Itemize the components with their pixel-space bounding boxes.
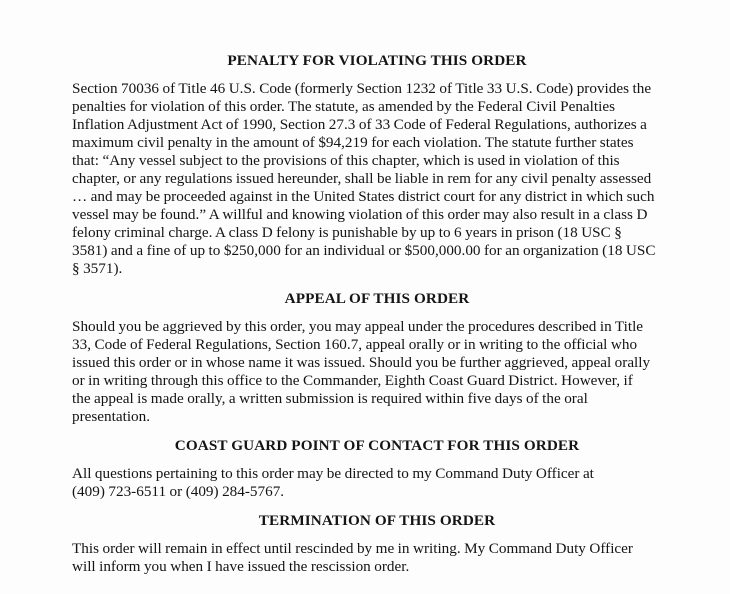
termination-heading: TERMINATION OF THIS ORDER [258,512,496,529]
appeal-heading: APPEAL OF THIS ORDER [284,290,470,307]
termination-paragraph: This order will remain in effect until rescinded by me in writing. My Command Duty Officer will inform you when I have issued the rescission order. [72,540,633,576]
appeal-paragraph: Should you be aggrieved by this order, you may appeal under the procedures described in Title 33, Code of Federal Regulations, Section 160.7, appeal orally or in writing to the official who issued this order or in whose name it was issued. Should you be further aggrieved, appeal orally or in writing through this office to the Commander, Eighth Coast Guard District. However, if the appeal is made orally, a written submission is required within five days of the oral presentation. [72,318,651,426]
contact-paragraph: All questions pertaining to this order may be directed to my Command Duty Officer at (409) 723-6511 or (409) 284-5767. [72,465,594,501]
penalty-paragraph: Section 70036 of Title 46 U.S. Code (formerly Section 1232 of Title 33 U.S. Code) provides the penalties for violation of this order. The statute, as amended by the Federal Civil Penalties Inflation Adjustment Act of 1990, Section 27.3 of 33 Code of Federal Regulations, authorizes a maximum civil penalty in the amount of $94,219 for each violation. The statute further states that: “Any vessel subject to the provisions of this chapter, which is used in violation of this chapter, or any regulations issued hereunder, shall be liable in rem for any civil penalty assessed … and may be proceeded against in the United States district court for any district in which such vessel may be found.” A willful and knowing violation of this order may also result in a class D felony criminal charge. A class D felony is punishable by up to 6 years in prison (18 USC § 3581) and a fine of up to $250,000 for an individual or $500,000.00 for an organization (18 USC § 3571). [72,80,656,278]
contact-heading: COAST GUARD POINT OF CONTACT FOR THIS ORDER [174,437,580,454]
penalty-heading: PENALTY FOR VIOLATING THIS ORDER [227,52,527,69]
